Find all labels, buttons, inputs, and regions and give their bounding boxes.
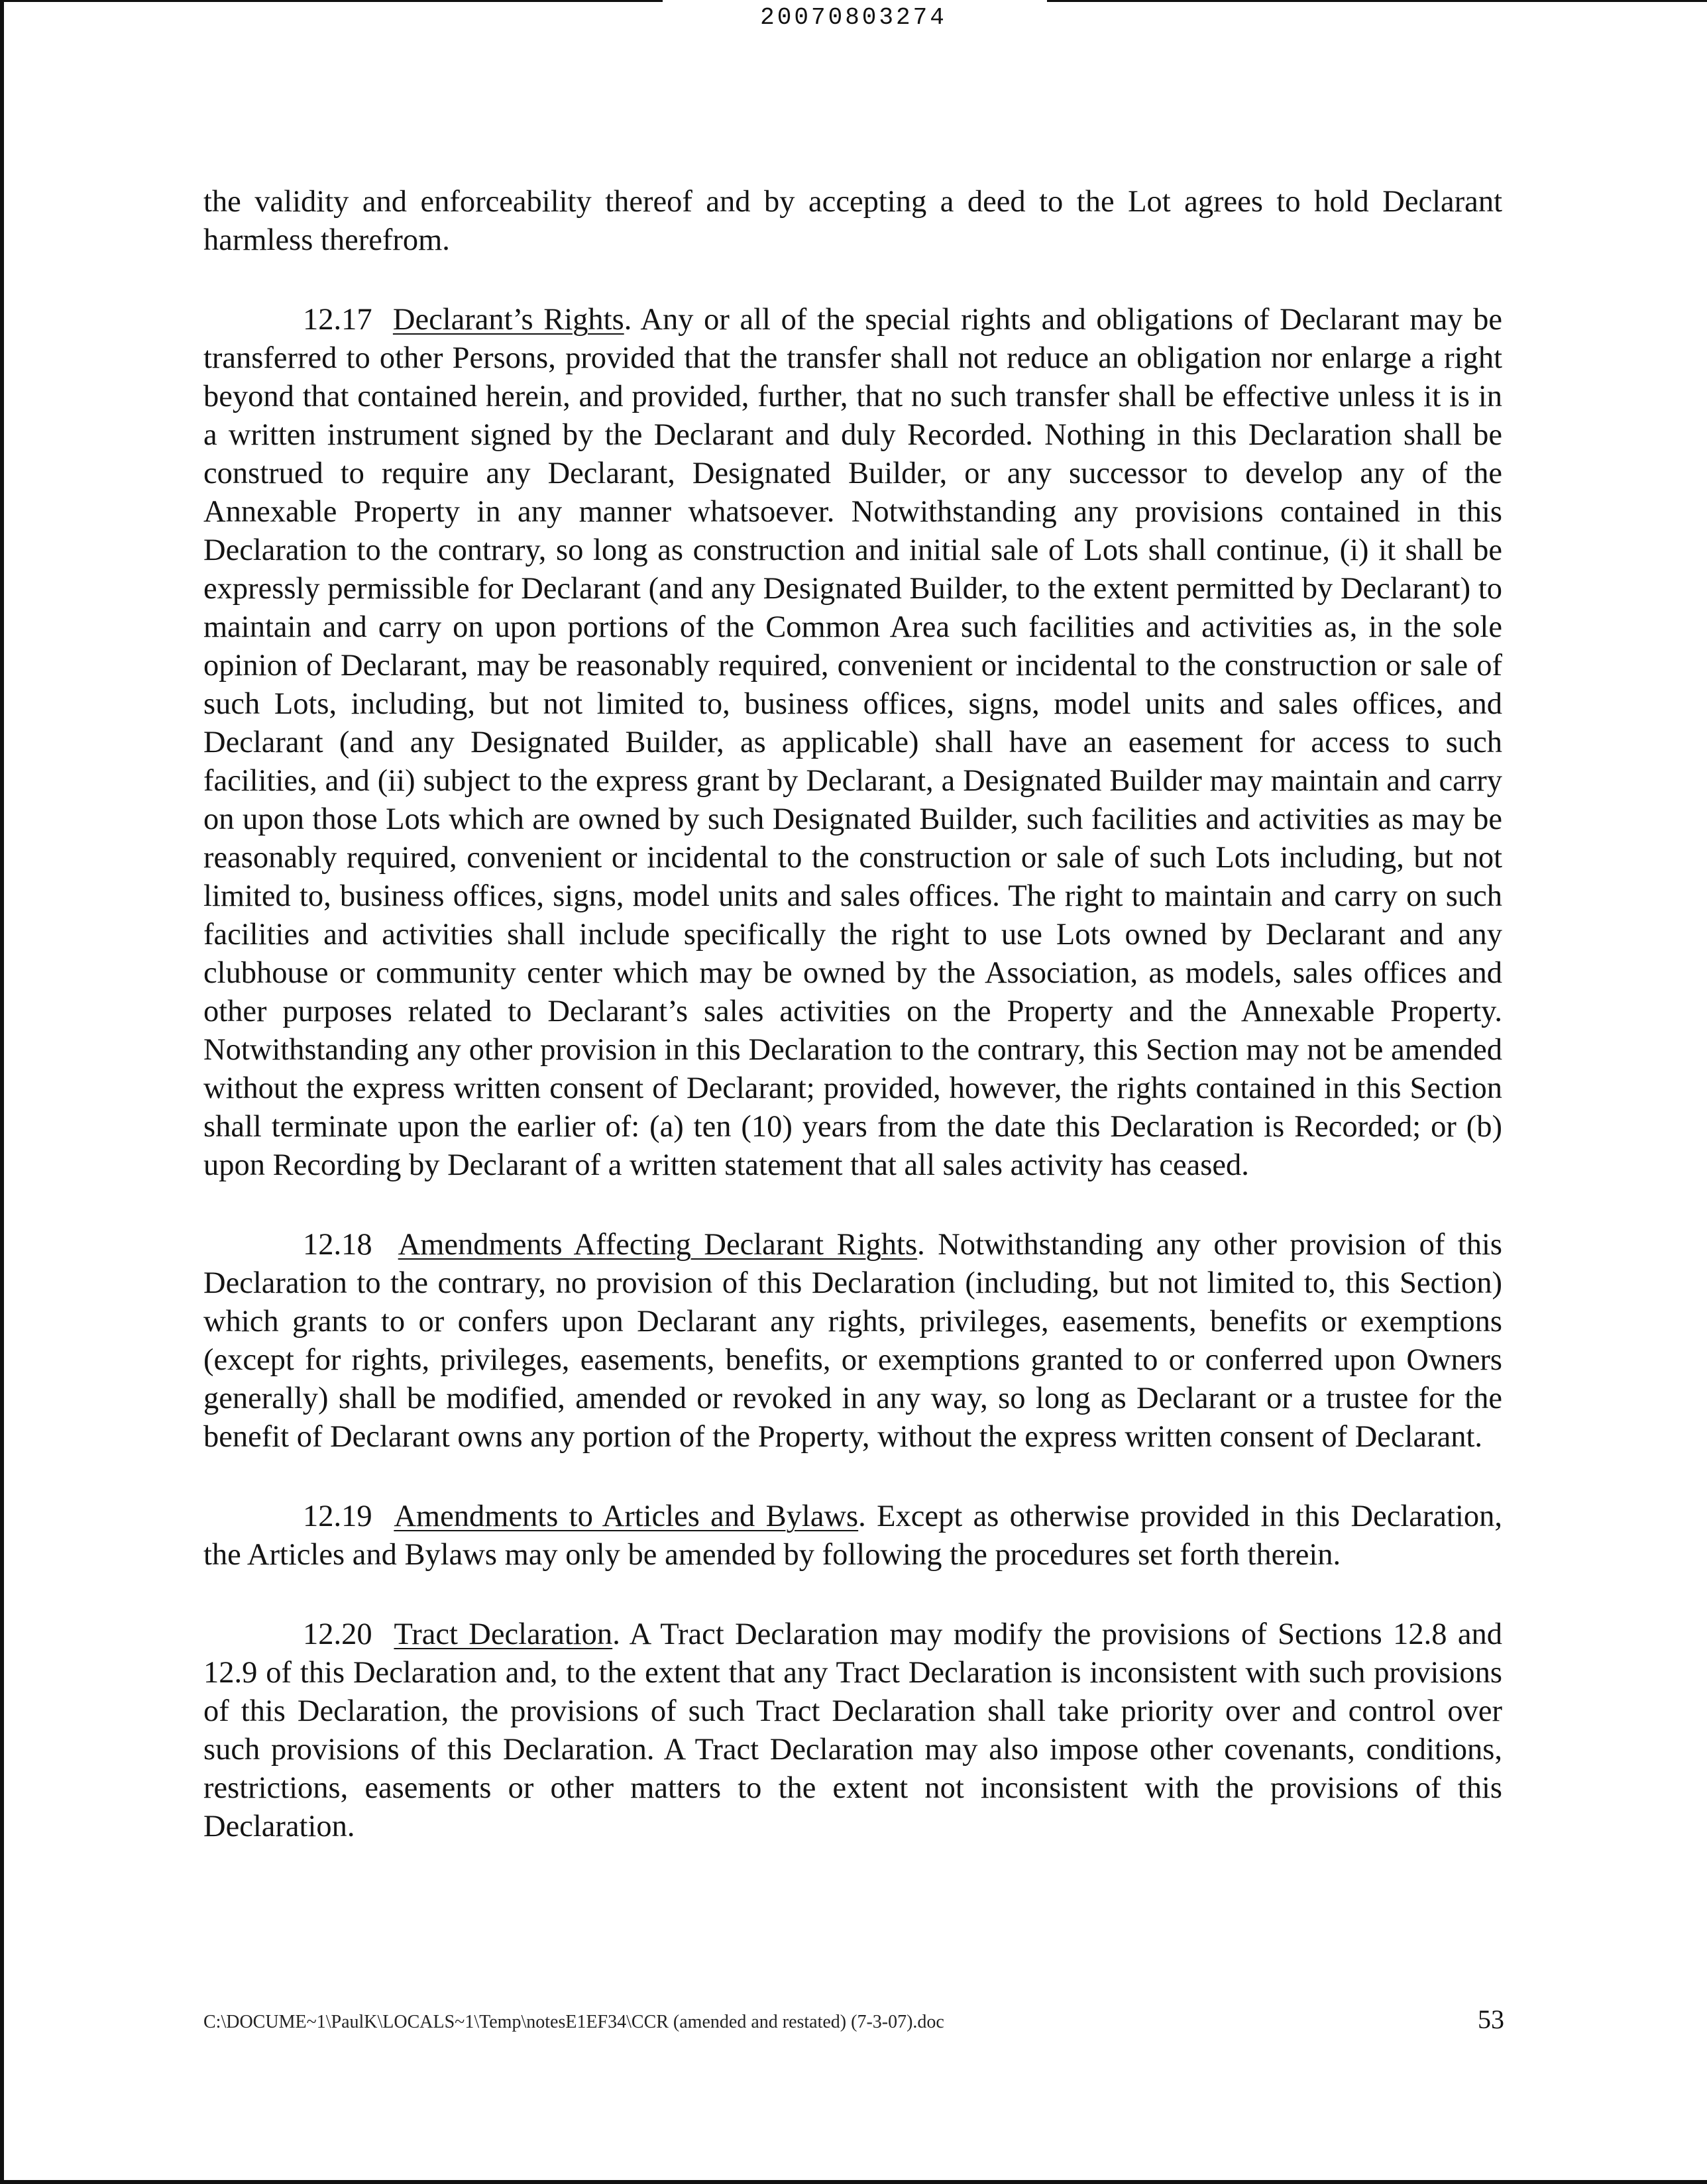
section-title: Amendments to Articles and Bylaws <box>394 1500 859 1533</box>
section-number: 12.19 <box>303 1500 372 1533</box>
footer-file-path: C:\DOCUME~1\PaulK\LOCALS~1\Temp\notesE1EF34\CCR (amended and restated) (7-3-07).doc <box>203 2012 944 2032</box>
top-rule-right <box>1047 0 1707 2</box>
page-number: 53 <box>1478 2004 1504 2034</box>
section-text: . Except as otherwise provided in this Declaration, the Articles and Bylaws may only be amended by following the procedures set forth therein. <box>203 1500 1503 1572</box>
section-12-19 <box>203 1498 1502 1574</box>
section-12-20 <box>203 1615 1502 1846</box>
section-title: Declarant’s Rights <box>392 303 624 337</box>
paragraph-continuation <box>203 183 1502 260</box>
section-number: 12.18 <box>303 1228 372 1262</box>
section-title: Amendments Affecting Declarant Rights <box>398 1228 918 1262</box>
section-text: . Any or all of the special rights and obligations of Declarant may be transferred to other Persons, provided that the transfer shall not reduce an obligation nor enlarge a right beyond that contained herein, and provided, further, that no such transfer shall be effective unless it is in a written instrument signed by the Declarant and duly Recorded. Nothing in this Declaration shall be construed to require any Declarant, Designated Builder, or any successor to develop any of the Annexable Property in any manner whatsoever. Notwithstanding any provisions contained in this Declaration to the contrary, so long as construction and initial sale of Lots shall continue, (i) it shall be expressly permissible for Declarant (and any Designated Builder, to the extent permitted by Declarant) to maintain and carry on upon portions of the Common Area such facilities and activities as, in the sole opinion of Declarant, may be reasonably required, convenient or incidental to the construction or sale of such Lots, including, but not limited to, business offices, signs, model units and sales offices, and Declarant (and any Designated Builder, as applicable) shall have an easement for access to such facilities, and (ii) subject to the express grant by Declarant, a Designated Builder may maintain and carry on upon those Lots which are owned by such Designated Builder, such facilities and activities as may be reasonably required, convenient or incidental to the construction or sale of such Lots including, but not limited to, business offices, signs, model units and sales offices. The right to maintain and carry on such facilities and activities shall include specifically the right to use Lots owned by Declarant and any clubhouse or community center which may be owned by the Association, as models, sales offices and other purposes related to Declarant’s sales activities on the Property and the Annexable Property. Notwithstanding any other provision in this Declaration to the contrary, this Section may not be amended without the express written consent of Declarant; provided, however, the rights contained in this Section shall terminate upon the earlier of: (a) ten (10) years from the date this Declaration is Recorded; or (b) upon Recording by Declarant of a written statement that all sales activity has ceased. <box>203 303 1502 1182</box>
scan-border-bottom <box>0 2180 1707 2184</box>
scan-border-left <box>0 0 4 2184</box>
document-body <box>203 183 1502 1887</box>
recording-number: 20070803274 <box>760 4 947 31</box>
section-title: Tract Declaration <box>394 1617 613 1651</box>
section-text: . Notwithstanding any other provision of this Declaration to the contrary, no provision of this Declaration (including, but not limited to, this Section) which grants to or confers upon Declarant any rights, privileges, easements, benefits or exemptions (except for rights, privileges, easements, benefits, or exemptions granted to or conferred upon Owners generally) shall be modified, amended or revoked in any way, so long as Declarant or a trustee for the benefit of Declarant owns any portion of the Property, without the express written consent of Declarant. <box>203 1228 1503 1454</box>
section-12-18 <box>203 1226 1502 1456</box>
section-12-17 <box>203 301 1502 1185</box>
section-number: 12.20 <box>303 1617 372 1651</box>
section-text: . A Tract Declaration may modify the provisions of Sections 12.8 and 12.9 of this Declaration and, to the extent that any Tract Declaration is inconsistent with such provisions of this Declaration, the provisions of such Tract Declaration shall take priority over and control over such provisions of this Declaration. A Tract Declaration may also impose other covenants, conditions, restrictions, easements or other matters to the extent not inconsistent with the provisions of this Declaration. <box>203 1617 1502 1843</box>
paragraph-text: the validity and enforceability thereof and by accepting a deed to the Lot agrees to hold Declarant harmless therefrom. <box>203 185 1502 257</box>
section-number: 12.17 <box>303 303 372 337</box>
top-rule-left <box>0 0 663 2</box>
